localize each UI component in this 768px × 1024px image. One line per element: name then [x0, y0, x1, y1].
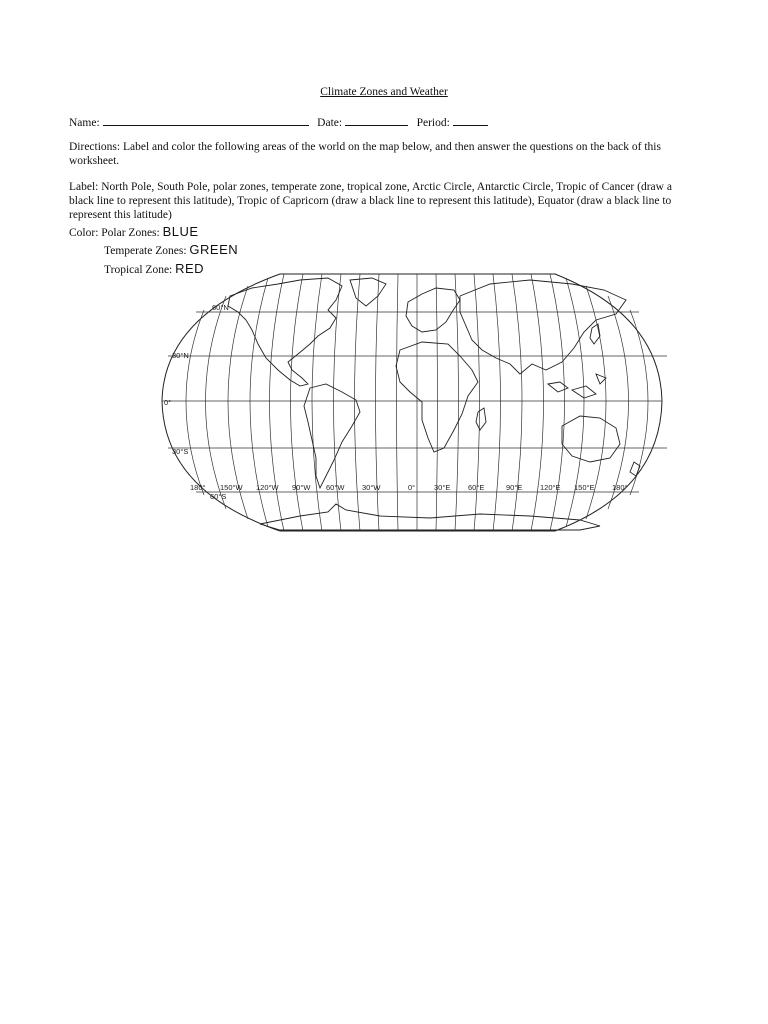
label-instructions: Label: North Pole, South Pole, polar zones, temperate zone, tropical zone, Arctic Circle, Antarctic Circle, Tropic of Cancer (draw a black line to represent this latitude), Tropic of Capricorn (draw a black line to represent this latitude), Equator (draw a black line to represent this latitude)	[69, 181, 672, 221]
world-map	[160, 266, 675, 551]
meridian-15w	[397, 274, 399, 531]
lon-label-180w: 180°	[190, 483, 206, 492]
lon-label-0: 0°	[408, 483, 416, 492]
asia-outline	[460, 280, 626, 374]
europe-outline	[406, 288, 460, 332]
worksheet-title: Climate Zones and Weather	[320, 86, 448, 98]
tropical-zone-label: Tropical Zone:	[104, 264, 173, 276]
lon-label-150e: 150°E	[574, 483, 595, 492]
lon-label-150w: 150°W	[220, 483, 243, 492]
meridian-105w	[270, 274, 285, 531]
meridian-150e	[608, 296, 629, 509]
world-map-svg	[160, 266, 675, 551]
madagascar-outline	[476, 408, 486, 430]
meridian-60e	[493, 274, 501, 531]
australia-outline	[562, 416, 620, 462]
student-info-line	[69, 114, 488, 129]
period-blank[interactable]	[453, 114, 488, 126]
directions-text: Directions: Label and color the following areas of the world on the map below, and then answer the questions on the back of this worksheet.	[69, 141, 661, 167]
polar-zone-label: Polar Zones:	[101, 227, 160, 239]
lat-label-equator: 0°	[164, 398, 172, 407]
greenland-outline	[350, 278, 386, 306]
lon-label-60e: 60°E	[468, 483, 485, 492]
new-zealand-outline	[630, 462, 640, 476]
polar-zone-color: BLUE	[162, 224, 199, 239]
meridian-60w	[334, 274, 342, 531]
meridian-105e	[550, 274, 565, 531]
meridian-75e	[512, 274, 522, 531]
lon-label-60w: 60°W	[326, 483, 345, 492]
temperate-zone-label: Temperate Zones:	[104, 245, 187, 257]
color-line-temperate	[104, 242, 238, 257]
meridian-90w	[291, 274, 304, 531]
name-blank[interactable]	[103, 114, 309, 126]
meridian-150w	[206, 296, 227, 509]
meridian-15e	[436, 274, 438, 531]
lon-label-90e: 90°E	[506, 483, 523, 492]
meridian-165e	[630, 310, 648, 495]
meridian-165w	[186, 310, 204, 495]
lon-label-120e: 120°E	[540, 483, 561, 492]
date-label: Date:	[317, 117, 343, 129]
color-line-polar	[69, 224, 199, 239]
lon-label-90w: 90°W	[292, 483, 311, 492]
color-label: Color:	[69, 227, 99, 239]
period-label: Period:	[416, 117, 450, 129]
lat-label-60s: 60°S	[210, 492, 227, 501]
meridian-30e	[455, 274, 459, 531]
japan-outline	[590, 324, 600, 344]
temperate-zone-color: GREEN	[189, 242, 239, 257]
meridian-45e	[474, 274, 480, 531]
tropical-zone-color: RED	[175, 261, 205, 276]
lon-label-30e: 30°E	[434, 483, 451, 492]
meridian-30w	[376, 274, 380, 531]
meridian-90e	[531, 274, 544, 531]
meridian-lines	[186, 274, 648, 531]
lon-label-120w: 120°W	[256, 483, 279, 492]
name-label: Name:	[69, 117, 100, 129]
southeast-asia-islands-outline	[548, 374, 606, 398]
map-border	[162, 274, 662, 531]
lat-label-60n: 60°N	[212, 303, 229, 312]
meridian-75w	[312, 274, 322, 531]
lat-label-30s: 30°S	[172, 447, 189, 456]
date-blank[interactable]	[345, 114, 408, 126]
antarctica-outline	[260, 504, 600, 530]
lat-label-30n: 30°N	[172, 351, 189, 360]
lon-label-30w: 30°W	[362, 483, 381, 492]
lon-label-180e: 180°	[612, 483, 628, 492]
